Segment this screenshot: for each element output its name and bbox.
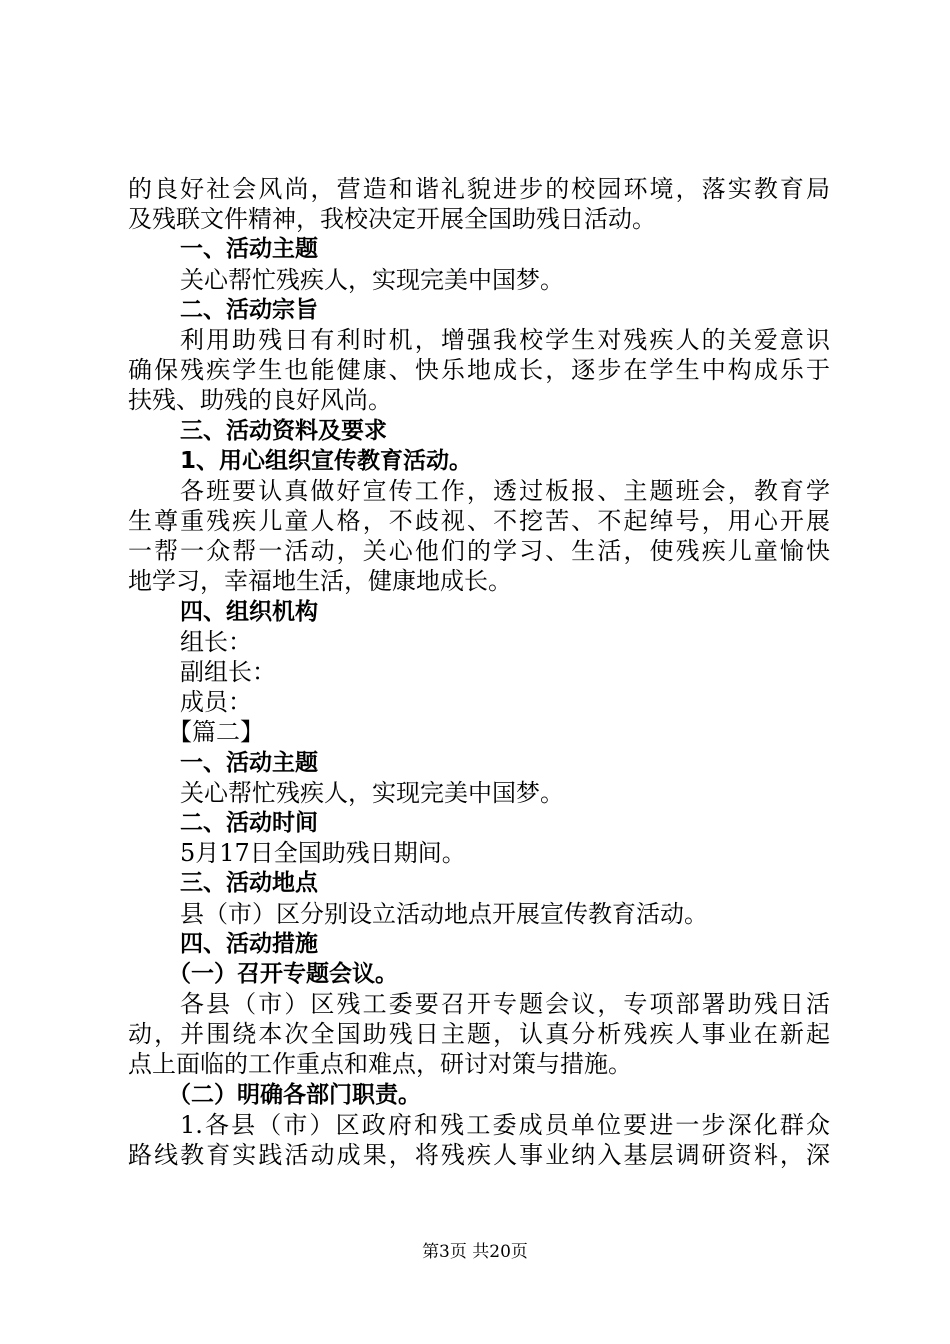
section-heading: 二、活动时间: [180, 809, 318, 836]
paragraph-line: 生尊重残疾儿童人格，不歧视、不挖苦、不起绰号，用心开展: [128, 507, 830, 536]
section-heading: 一、活动主题: [180, 749, 318, 776]
page-footer: 第3页 共20页: [422, 1242, 528, 1262]
subsection-heading: （一）召开专题会议。: [168, 960, 398, 987]
paragraph-line: 扶残、助残的良好风尚。: [128, 386, 392, 415]
paragraph-line: 各班要认真做好宣传工作，透过板报、主题班会，教育学: [180, 476, 830, 505]
paragraph-line: 关心帮忙残疾人，实现完美中国梦。: [180, 778, 564, 807]
paragraph-line: 各县（市）区残工委要召开专题会议，专项部署助残日活: [180, 990, 830, 1019]
paragraph-line: 副组长：: [180, 658, 276, 686]
paragraph-line: 县（市）区分别设立活动地点开展宣传教育活动。: [180, 899, 708, 928]
paragraph-line: 的良好社会风尚，营造和谐礼貌进步的校园环境，落实教育局: [128, 175, 830, 203]
paragraph-line: 动，并围绕本次全国助残日主题，认真分析残疾人事业在新起: [128, 1020, 830, 1049]
paragraph-line: 关心帮忙残疾人，实现完美中国梦。: [180, 265, 564, 294]
document-body: [128, 174, 830, 1170]
section-heading: 三、活动资料及要求: [180, 417, 387, 444]
section-heading: 三、活动地点: [180, 870, 318, 897]
paragraph-line: 路线教育实践活动成果，将残疾人事业纳入基层调研资料，深: [128, 1141, 830, 1169]
paragraph-line: 及残联文件精神，我校决定开展全国助残日活动。: [128, 205, 656, 234]
part-heading: 【篇二】: [168, 718, 264, 747]
paragraph-line: 5月17日全国助残日期间。: [180, 839, 466, 868]
section-heading: 四、组织机构: [180, 598, 318, 625]
paragraph-line: 确保残疾学生也能健康、快乐地成长，逐步在学生中构成乐于: [128, 356, 830, 385]
paragraph-line: 组长：: [180, 627, 252, 656]
section-heading: 四、活动措施: [180, 930, 318, 957]
paragraph-line: 成员：: [180, 688, 252, 717]
paragraph-line: 点上面临的工作重点和难点，研讨对策与措施。: [128, 1050, 632, 1079]
subsection-heading: （二）明确各部门职责。: [168, 1081, 421, 1108]
section-heading: 二、活动宗旨: [180, 296, 318, 323]
paragraph-line: 1.各县（市）区政府和残工委成员单位要进一步深化群众: [180, 1110, 830, 1139]
section-heading: 一、活动主题: [180, 236, 318, 263]
paragraph-line: 一帮一众帮一活动，关心他们的学习、生活，使残疾儿童愉快: [128, 537, 830, 566]
subsection-heading: 1、用心组织宣传教育活动。: [180, 447, 473, 474]
paragraph-line: 地学习，幸福地生活，健康地成长。: [128, 567, 512, 596]
paragraph-line: 利用助残日有利时机，增强我校学生对残疾人的关爱意识: [180, 325, 830, 354]
